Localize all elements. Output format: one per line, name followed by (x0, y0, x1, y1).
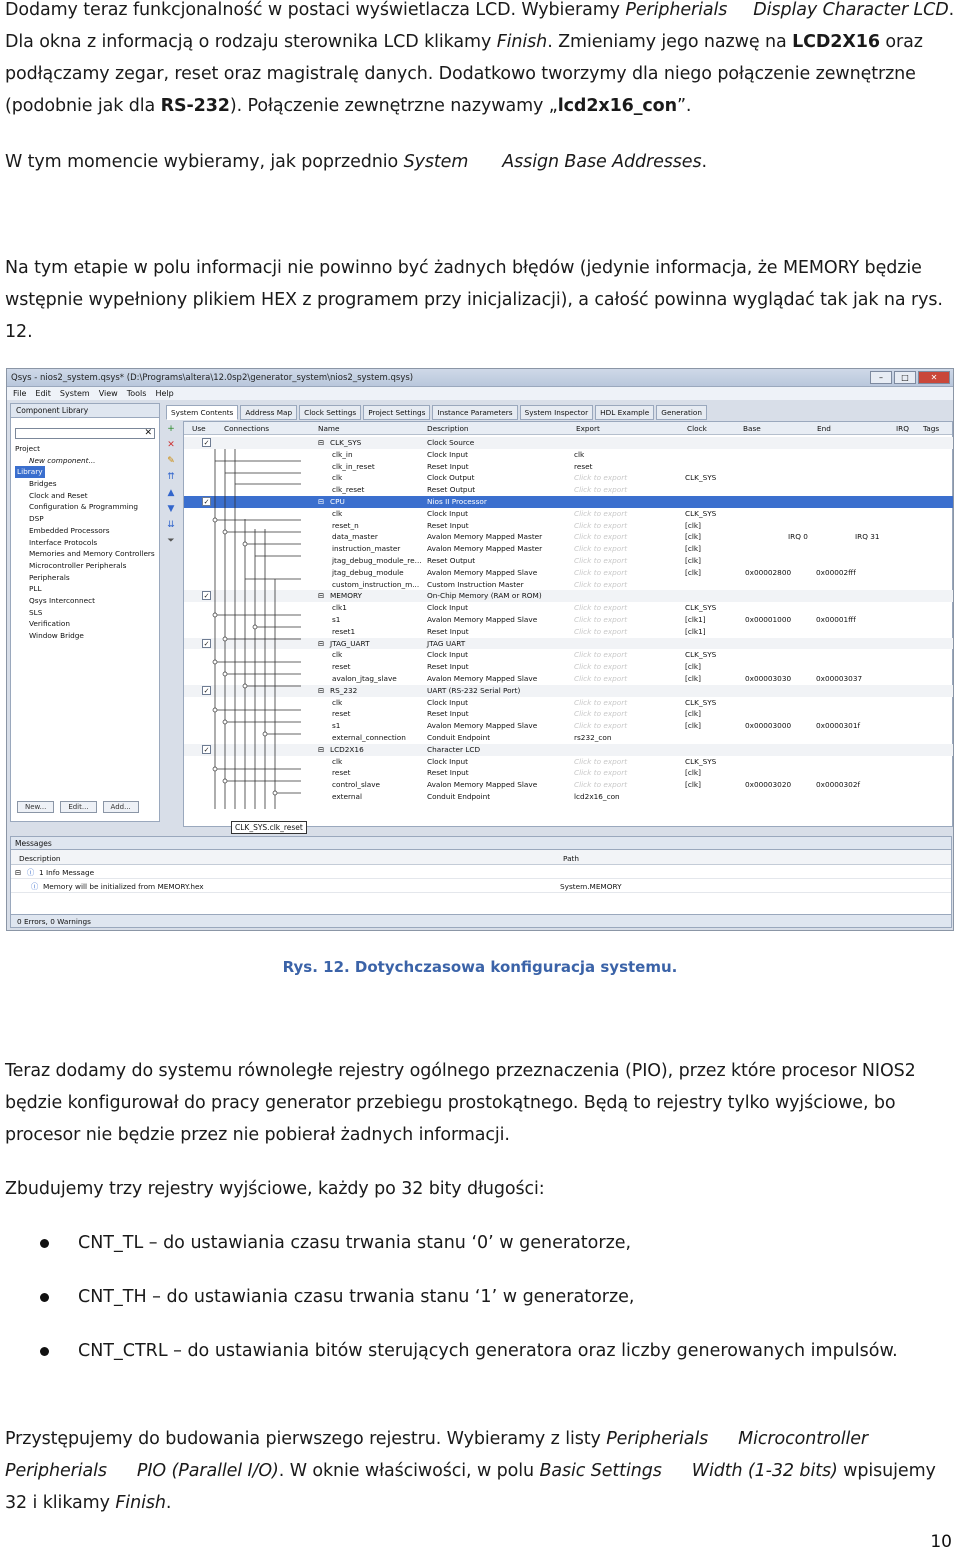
tree-project[interactable]: Project (15, 444, 40, 453)
interface-name: clk (332, 650, 343, 660)
interface-name: jtag_debug_module (332, 567, 404, 577)
clock-cell[interactable]: [clk] (685, 674, 701, 683)
window-title: Qsys - nios2_system.qsys* (D:\Programs\altera\12.0sp2\generator_system\nios2_system.qsys) (11, 372, 414, 383)
description-cell: Clock Output (427, 473, 475, 483)
column-header-name[interactable]: Name (318, 424, 340, 433)
export-cell[interactable]: Click to export (574, 768, 628, 778)
collapse-icon[interactable]: ⊟ (318, 497, 325, 506)
export-cell[interactable]: Click to export (574, 662, 628, 672)
close-button[interactable]: ✕ (918, 371, 950, 384)
tree-item-label: Interface Protocols (29, 537, 98, 547)
interface-name: reset_n (332, 520, 359, 530)
clock-cell[interactable]: [clk] (685, 662, 701, 672)
column-header-base[interactable]: Base (743, 424, 761, 433)
tree-item-label: Memories and Memory Controllers (29, 549, 155, 559)
export-cell[interactable]: Click to export (574, 532, 628, 542)
description-cell: Reset Output (427, 556, 476, 565)
list-item: CNT_TL – do ustawiania czasu trwania stanu ‘0’ w generatorze, (40, 1227, 940, 1259)
description-cell: Clock Input (427, 508, 469, 518)
clock-cell[interactable]: [clk] (685, 721, 701, 731)
messages-header (11, 850, 951, 865)
tab-component-library[interactable]: Component Library (11, 404, 159, 418)
tab-system-inspector[interactable]: System Inspector (520, 405, 594, 420)
tree-item[interactable] (15, 513, 159, 525)
description-cell: Clock Input (427, 449, 469, 459)
remove-icon[interactable]: ✕ (167, 440, 175, 450)
system-tabs (166, 405, 707, 420)
tab-clock-settings[interactable]: Clock Settings (299, 405, 361, 420)
column-header-export[interactable]: Export (576, 424, 600, 433)
messages-col-path: Path (563, 854, 580, 863)
export-cell[interactable]: Click to export (574, 756, 628, 766)
tree-item[interactable] (15, 548, 159, 560)
interface-name: avalon_jtag_slave (332, 674, 397, 683)
move-bottom-icon[interactable]: ⇊ (167, 520, 175, 530)
use-checkbox[interactable]: ✓ (203, 592, 210, 601)
column-header-description[interactable]: Description (427, 424, 469, 433)
tree-item-label: SLS (29, 607, 43, 617)
message-row[interactable] (11, 879, 951, 893)
tab-messages[interactable]: Messages (11, 837, 951, 850)
interface-name: data_master (332, 532, 378, 542)
tree-item[interactable] (15, 583, 159, 595)
interface-name: clk (332, 697, 343, 707)
end-cell: 0x00002fff (816, 567, 856, 577)
description-cell: Nios II Processor (427, 497, 487, 506)
description-cell: Avalon Memory Mapped Slave (427, 567, 538, 577)
export-cell[interactable]: clk (574, 449, 585, 459)
clock-cell[interactable]: CLK_SYS (685, 603, 717, 613)
library-button[interactable]: Edit... (60, 801, 96, 813)
collapse-icon[interactable]: ⊟ (318, 638, 325, 648)
end-cell: 0x00003037 (816, 674, 863, 683)
export-cell[interactable]: Click to export (574, 603, 628, 613)
collapse-icon[interactable]: ⊟ (318, 438, 325, 447)
column-header-connections[interactable]: Connections (224, 424, 270, 433)
description-cell: Reset Input (427, 768, 469, 778)
interface-name: custom_instruction_m... (332, 579, 420, 589)
export-cell[interactable]: Click to export (574, 520, 628, 530)
column-header-irq[interactable]: IRQ (896, 424, 909, 433)
window-titlebar (7, 369, 953, 387)
paragraph-pio: Teraz dodamy do systemu równoległe rejestry ogólnego przeznaczenia (PIO), przez które procesor NIOS2 będzie konfigurował do pracy generator przebiegu prostokątnego. Będą to rejestry tylko wyjściowe, bo procesor nie będzie przez nie pobierał żadnych informacji. (5, 1061, 916, 1145)
tree-item[interactable] (15, 572, 159, 584)
export-cell[interactable]: Click to export (574, 650, 628, 660)
interface-name: s1 (332, 615, 341, 624)
export-cell[interactable]: Click to export (574, 615, 628, 624)
export-cell[interactable]: reset (574, 461, 593, 471)
clock-cell[interactable]: [clk] (685, 520, 701, 530)
info-icon: ⓘ (27, 868, 35, 877)
interface-name: reset (332, 768, 351, 778)
menu-item-help[interactable]: Help (155, 389, 174, 398)
move-down-icon[interactable]: ▼ (167, 504, 175, 514)
export-cell[interactable]: Click to export (574, 780, 628, 790)
description-cell: Reset Input (427, 520, 469, 530)
tree-library[interactable]: Library (17, 467, 43, 477)
tree-item[interactable] (15, 618, 159, 630)
description-cell: Conduit Endpoint (427, 792, 491, 801)
menu-bar (7, 387, 953, 400)
interface-name: clk1 (332, 603, 347, 613)
info-icon: ⓘ (31, 882, 39, 891)
description-cell: Clock Source (427, 438, 475, 447)
interface-name: reset1 (332, 626, 356, 636)
messages-summary: 0 Errors, 0 Warnings (11, 914, 951, 927)
interface-name: clk (332, 756, 343, 766)
tab-generation[interactable]: Generation (656, 405, 707, 420)
interface-name: clk_reset (332, 485, 365, 495)
library-button[interactable]: New... (17, 801, 54, 813)
tree-item-label: Embedded Processors (29, 525, 110, 535)
end-cell: 0x00001fff (816, 615, 856, 624)
column-header-tags[interactable]: Tags (923, 424, 940, 433)
base-cell[interactable]: 0x00002800 (745, 567, 792, 577)
clock-cell[interactable]: CLK_SYS (685, 650, 717, 660)
description-cell: Reset Input (427, 662, 469, 672)
messages-col-description: Description (19, 854, 61, 863)
component-name: CPU (330, 497, 345, 506)
edit-icon[interactable]: ✎ (167, 456, 175, 466)
tree-item[interactable] (15, 525, 159, 537)
register-list (40, 1227, 940, 1367)
component-library-panel (10, 403, 160, 822)
export-cell[interactable]: Click to export (574, 579, 628, 589)
collapse-icon[interactable]: ⊟ (318, 744, 325, 754)
interface-name: reset (332, 709, 351, 719)
export-cell[interactable]: rs232_con (574, 733, 612, 742)
description-cell: Reset Input (427, 461, 469, 471)
tree-item-label: DSP (29, 514, 44, 524)
use-checkbox[interactable]: ✓ (203, 745, 210, 754)
export-cell[interactable]: Click to export (574, 544, 628, 554)
tree-item-label: Window Bridge (29, 631, 84, 640)
paragraph-build: Przystępujemy do budowania pierwszego rejestru. Wybieramy z listy Peripherials Microcontroller Peripherials PIO (Parallel I/O). W oknie właściwości, w polu Basic Settings Width (1-32 bits) wpisujemy 32 i klikamy Finish. (5, 1429, 936, 1513)
tree-item-label: Verification (29, 619, 70, 629)
description-cell: Avalon Memory Mapped Slave (427, 615, 538, 624)
description-cell: Character LCD (427, 744, 481, 754)
tab-project-settings[interactable]: Project Settings (363, 405, 430, 420)
list-item: CNT_CTRL – do ustawiania bitów sterujących generatora oraz liczby generowanych impulsów. (40, 1335, 940, 1367)
menu-item-edit[interactable]: Edit (35, 389, 51, 398)
tree-item[interactable] (15, 630, 159, 642)
description-cell: Avalon Memory Mapped Slave (427, 780, 538, 790)
base-cell[interactable]: 0x00003020 (745, 780, 792, 790)
interface-name: external (332, 792, 363, 801)
tab-system-contents[interactable]: System Contents (166, 405, 238, 420)
message-row[interactable] (11, 865, 951, 879)
menu-item-view[interactable]: View (98, 389, 118, 398)
description-cell: Conduit Endpoint (427, 733, 491, 742)
description-cell: Reset Input (427, 709, 469, 719)
base-cell[interactable]: 0x00001000 (745, 615, 792, 624)
clock-cell[interactable]: [clk] (685, 709, 701, 719)
clock-cell[interactable]: CLK_SYS (685, 508, 717, 518)
tree-item[interactable] (15, 595, 159, 607)
tree-item[interactable] (15, 478, 159, 490)
base-cell[interactable]: 0x00003030 (745, 674, 792, 683)
tree-item-label: Configuration & Programming (29, 502, 138, 512)
interface-name: clk_in_reset (332, 461, 375, 471)
interface-name: instruction_master (332, 544, 401, 554)
clock-cell[interactable]: [clk1] (685, 615, 706, 624)
clock-cell[interactable]: [clk] (685, 780, 701, 790)
tree-item[interactable] (15, 537, 159, 549)
use-checkbox[interactable]: ✓ (203, 498, 210, 506)
interface-name: reset (332, 662, 351, 672)
component-name: MEMORY (330, 591, 363, 601)
tab-instance-parameters[interactable]: Instance Parameters (432, 405, 517, 420)
collapse-icon[interactable]: ⊟ (318, 685, 325, 695)
message-text: Memory will be initialized from MEMORY.hex (43, 882, 204, 891)
qsys-screenshot (6, 368, 954, 931)
description-cell: Clock Input (427, 756, 469, 766)
message-path: System.MEMORY (560, 882, 622, 891)
connections-diagram (201, 449, 319, 819)
description-cell: Avalon Memory Mapped Slave (427, 721, 538, 731)
tree-item-label: Microcontroller Peripherals (29, 560, 127, 570)
move-top-icon[interactable]: ⇈ (167, 472, 175, 482)
page-number: 10 (930, 1532, 952, 1552)
interface-name: clk (332, 508, 343, 518)
export-cell[interactable]: Click to export (574, 508, 628, 518)
tree-item[interactable] (15, 607, 159, 619)
clock-cell[interactable]: CLK_SYS (685, 756, 717, 766)
export-cell[interactable]: Click to export (574, 626, 628, 636)
paragraph-registers: Zbudujemy trzy rejestry wyjściowe, każdy po 32 bity długości: (5, 1179, 545, 1199)
description-cell: UART (RS-232 Serial Port) (427, 685, 521, 695)
tree-item[interactable] (15, 490, 159, 502)
clock-cell[interactable]: CLK_SYS (685, 697, 717, 707)
tree-new-component[interactable]: New component... (29, 455, 96, 465)
add-icon[interactable]: + (167, 424, 175, 434)
interface-name: jtag_debug_module_re... (332, 556, 422, 565)
column-header-clock[interactable]: Clock (687, 424, 707, 433)
paragraph-errors: Na tym etapie w polu informacji nie powinno być żadnych błędów (jedynie informacja, że MEMORY będzie wstępnie wypełniony plikiem HEX z programem przy inicjalizacji), a całość powinna wyglądać tak jak na rys. 12. (5, 258, 943, 342)
tab-address-map[interactable]: Address Map (240, 405, 297, 420)
component-name: LCD2X16 (330, 744, 364, 754)
column-header-use[interactable]: Use (192, 424, 206, 433)
export-cell[interactable]: Click to export (574, 721, 628, 731)
clock-cell[interactable]: [clk] (685, 532, 701, 542)
description-cell: Reset Input (427, 626, 469, 636)
component-name: RS_232 (330, 685, 358, 695)
export-cell[interactable]: Click to export (574, 567, 628, 577)
tab-hdl-example[interactable]: HDL Example (595, 405, 654, 420)
clock-cell[interactable]: [clk] (685, 556, 701, 565)
export-cell[interactable]: Click to export (574, 473, 628, 483)
component-name: JTAG_UART (330, 638, 370, 648)
table-header (184, 422, 952, 435)
tree-item-label: Bridges (29, 479, 57, 489)
export-cell[interactable]: Click to export (574, 485, 628, 495)
list-item: CNT_TH – do ustawiania czasu trwania stanu ‘1’ w generatorze, (40, 1281, 940, 1313)
menu-item-file[interactable]: File (13, 389, 27, 398)
library-buttons (17, 801, 139, 813)
minimize-button[interactable]: – (870, 371, 892, 384)
connection-tooltip: CLK_SYS.clk_reset (231, 821, 307, 834)
description-cell: Clock Input (427, 603, 469, 613)
tree-item-label: PLL (29, 584, 42, 594)
end-cell: 0x0000301f (816, 721, 861, 731)
use-checkbox[interactable]: ✓ (203, 639, 210, 648)
description-cell: Clock Input (427, 697, 469, 707)
use-checkbox[interactable]: ✓ (203, 686, 210, 695)
end-cell: 0x0000302f (816, 780, 861, 790)
base-cell[interactable]: IRQ 0 (788, 532, 808, 542)
paragraph-lcd: Dodamy teraz funkcjonalność w postaci wyświetlacza LCD. Wybieramy Peripherials Display Character LCD. Dla okna z informacją o rodzaju sterownika LCD klikamy Finish. Zmieniamy jego nazwę na LCD2X16 oraz podłączamy zegar, reset oraz magistralę danych. Dodatkowo tworzymy dla niego połączenie zewnętrzne (podobnie jak dla RS-232). Połączenie zewnętrzne nazywamy „lcd2x16_con”. (5, 0, 955, 116)
paragraph-assign: W tym momencie wybieramy, jak poprzednio System Assign Base Addresses. (5, 152, 707, 172)
use-checkbox[interactable]: ✓ (203, 439, 210, 447)
figure-caption: Rys. 12. Dotychczasowa konfiguracja systemu. (282, 958, 678, 976)
library-tree (11, 443, 159, 642)
column-header-end[interactable]: End (817, 424, 831, 433)
clock-cell[interactable]: [clk1] (685, 626, 706, 636)
collapse-icon[interactable]: ⊟ (318, 591, 325, 601)
interface-name: clk_in (332, 449, 353, 459)
interface-name: s1 (332, 721, 341, 731)
library-button[interactable]: Add... (103, 801, 139, 813)
messages-panel (10, 836, 952, 928)
description-cell: Clock Input (427, 650, 469, 660)
export-cell[interactable]: Click to export (574, 709, 628, 719)
filter-icon[interactable]: ⏷ (167, 536, 175, 546)
tree-item-label: Qsys Interconnect (29, 595, 96, 605)
interface-name: control_slave (332, 780, 381, 790)
description-cell: Avalon Memory Mapped Master (427, 532, 543, 542)
tree-item[interactable] (15, 501, 159, 513)
description-cell: JTAG UART (427, 638, 466, 648)
expand-icon[interactable]: ⊟ (15, 868, 22, 877)
export-cell[interactable]: Click to export (574, 556, 628, 565)
export-cell[interactable]: Click to export (574, 674, 628, 683)
menu-item-system[interactable]: System (59, 389, 90, 398)
description-cell: On-Chip Memory (RAM or ROM) (427, 591, 542, 601)
description-cell: Avalon Memory Mapped Master (427, 544, 543, 554)
clear-search-icon[interactable]: ✕ (144, 428, 152, 438)
table-row[interactable] (184, 437, 954, 449)
description-cell: Custom Instruction Master (427, 579, 524, 589)
tree-item-label: Clock and Reset (29, 490, 88, 500)
grid-toolbar (166, 424, 180, 552)
description-cell: Avalon Memory Mapped Slave (427, 674, 538, 683)
interface-name: external_connection (332, 733, 406, 742)
clock-cell[interactable]: [clk] (685, 567, 701, 577)
message-text: 1 Info Message (39, 868, 95, 877)
move-up-icon[interactable]: ▲ (167, 488, 175, 498)
clock-cell[interactable]: [clk] (685, 544, 701, 554)
clock-cell[interactable]: CLK_SYS (685, 473, 717, 483)
library-search-input[interactable] (15, 428, 155, 439)
menu-item-tools[interactable]: Tools (126, 389, 147, 398)
description-cell: Reset Output (427, 485, 476, 495)
base-cell[interactable]: 0x00003000 (745, 721, 792, 731)
tree-item[interactable] (15, 560, 159, 572)
tree-item-label: Peripherals (29, 572, 70, 582)
export-cell[interactable]: lcd2x16_con (574, 792, 620, 801)
maximize-button[interactable]: □ (894, 371, 916, 384)
end-cell: IRQ 31 (855, 532, 880, 542)
interface-name: clk (332, 473, 343, 483)
export-cell[interactable]: Click to export (574, 697, 628, 707)
clock-cell[interactable]: [clk] (685, 768, 701, 778)
component-name: CLK_SYS (330, 438, 362, 447)
